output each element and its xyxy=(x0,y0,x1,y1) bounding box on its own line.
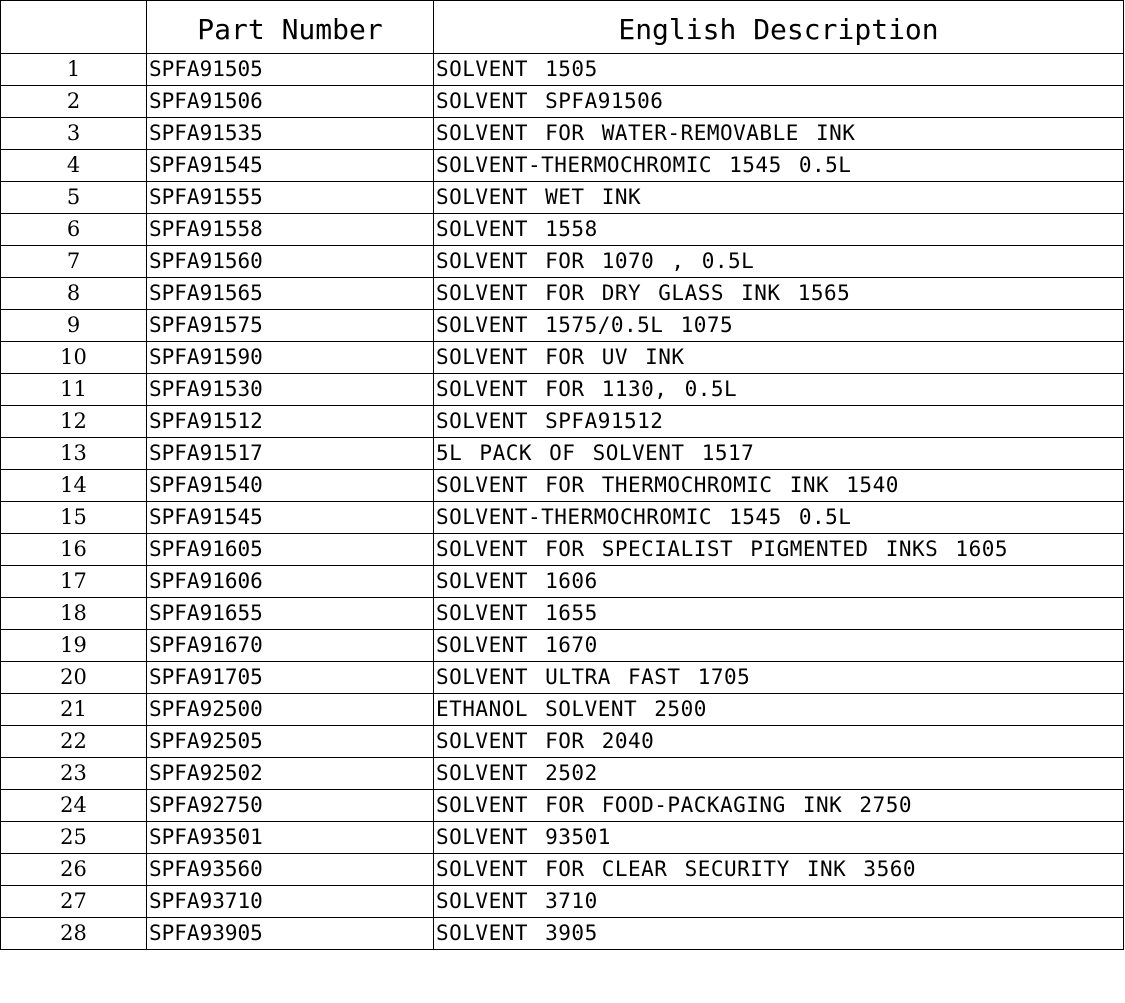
table-row xyxy=(1,214,1124,246)
part-number-cell: SPFA93905 xyxy=(147,918,434,950)
table-row xyxy=(1,822,1124,854)
description-cell: SOLVENT SPFA91512 xyxy=(434,406,1124,438)
table-row xyxy=(1,918,1124,950)
part-number-cell: SPFA91590 xyxy=(147,342,434,374)
header-part-number: Part Number xyxy=(147,1,434,54)
part-number-cell: SPFA91505 xyxy=(147,54,434,86)
row-index: 12 xyxy=(1,406,147,438)
row-index: 13 xyxy=(1,438,147,470)
description-cell: SOLVENT 1606 xyxy=(434,566,1124,598)
row-index: 21 xyxy=(1,694,147,726)
row-index: 2 xyxy=(1,86,147,118)
table-row xyxy=(1,374,1124,406)
row-index: 1 xyxy=(1,54,147,86)
table-row xyxy=(1,150,1124,182)
description-cell: SOLVENT WET INK xyxy=(434,182,1124,214)
row-index: 28 xyxy=(1,918,147,950)
description-cell: SOLVENT ULTRA FAST 1705 xyxy=(434,662,1124,694)
table-row xyxy=(1,662,1124,694)
table-row xyxy=(1,886,1124,918)
part-number-cell: SPFA92502 xyxy=(147,758,434,790)
part-number-cell: SPFA91606 xyxy=(147,566,434,598)
table-row xyxy=(1,726,1124,758)
part-number-cell: SPFA91670 xyxy=(147,630,434,662)
part-number-cell: SPFA91512 xyxy=(147,406,434,438)
row-index: 15 xyxy=(1,502,147,534)
row-index: 7 xyxy=(1,246,147,278)
row-index: 25 xyxy=(1,822,147,854)
header-row xyxy=(1,1,1124,54)
part-number-cell: SPFA91506 xyxy=(147,86,434,118)
part-number-cell: SPFA91530 xyxy=(147,374,434,406)
table-row xyxy=(1,534,1124,566)
row-index: 22 xyxy=(1,726,147,758)
part-number-cell: SPFA91545 xyxy=(147,502,434,534)
table-row xyxy=(1,502,1124,534)
description-cell: SOLVENT FOR FOOD-PACKAGING INK 2750 xyxy=(434,790,1124,822)
part-number-cell: SPFA91555 xyxy=(147,182,434,214)
table-row xyxy=(1,438,1124,470)
row-index: 3 xyxy=(1,118,147,150)
part-number-cell: SPFA91535 xyxy=(147,118,434,150)
row-index: 23 xyxy=(1,758,147,790)
row-index: 10 xyxy=(1,342,147,374)
header-english-description: English Description xyxy=(434,1,1124,54)
row-index: 4 xyxy=(1,150,147,182)
table-row xyxy=(1,630,1124,662)
table-row xyxy=(1,278,1124,310)
row-index: 17 xyxy=(1,566,147,598)
description-cell: SOLVENT FOR 2040 xyxy=(434,726,1124,758)
description-cell: SOLVENT FOR UV INK xyxy=(434,342,1124,374)
row-index: 5 xyxy=(1,182,147,214)
row-index: 19 xyxy=(1,630,147,662)
description-cell: SOLVENT FOR WATER-REMOVABLE INK xyxy=(434,118,1124,150)
description-cell: SOLVENT 1655 xyxy=(434,598,1124,630)
description-cell: SOLVENT 1575/0.5L 1075 xyxy=(434,310,1124,342)
table-row xyxy=(1,758,1124,790)
description-cell: SOLVENT FOR DRY GLASS INK 1565 xyxy=(434,278,1124,310)
table-row xyxy=(1,86,1124,118)
part-number-cell: SPFA93710 xyxy=(147,886,434,918)
part-number-cell: SPFA93560 xyxy=(147,854,434,886)
part-number-cell: SPFA92505 xyxy=(147,726,434,758)
row-index: 9 xyxy=(1,310,147,342)
table-row xyxy=(1,470,1124,502)
description-cell: SOLVENT FOR THERMOCHROMIC INK 1540 xyxy=(434,470,1124,502)
part-number-cell: SPFA92500 xyxy=(147,694,434,726)
description-cell: ETHANOL SOLVENT 2500 xyxy=(434,694,1124,726)
part-number-cell: SPFA91605 xyxy=(147,534,434,566)
row-index: 6 xyxy=(1,214,147,246)
table-row xyxy=(1,310,1124,342)
part-number-cell: SPFA91705 xyxy=(147,662,434,694)
table-body xyxy=(1,54,1124,950)
row-index: 18 xyxy=(1,598,147,630)
description-cell: SOLVENT-THERMOCHROMIC 1545 0.5L xyxy=(434,502,1124,534)
part-number-cell: SPFA91575 xyxy=(147,310,434,342)
part-number-cell: SPFA91655 xyxy=(147,598,434,630)
table-header xyxy=(1,1,1124,54)
description-cell: SOLVENT 1558 xyxy=(434,214,1124,246)
table-row xyxy=(1,566,1124,598)
part-number-cell: SPFA91565 xyxy=(147,278,434,310)
row-index: 20 xyxy=(1,662,147,694)
part-number-cell: SPFA91545 xyxy=(147,150,434,182)
description-cell: SOLVENT 2502 xyxy=(434,758,1124,790)
row-index: 14 xyxy=(1,470,147,502)
row-index: 8 xyxy=(1,278,147,310)
row-index: 27 xyxy=(1,886,147,918)
row-index: 26 xyxy=(1,854,147,886)
header-index xyxy=(1,1,147,54)
part-number-cell: SPFA91540 xyxy=(147,470,434,502)
description-cell: SOLVENT FOR 1070 , 0.5L xyxy=(434,246,1124,278)
row-index: 11 xyxy=(1,374,147,406)
table-row xyxy=(1,790,1124,822)
table-row xyxy=(1,182,1124,214)
table-row xyxy=(1,598,1124,630)
part-number-cell: SPFA93501 xyxy=(147,822,434,854)
table-row xyxy=(1,342,1124,374)
part-number-cell: SPFA91558 xyxy=(147,214,434,246)
description-cell: SOLVENT 1670 xyxy=(434,630,1124,662)
description-cell: SOLVENT 1505 xyxy=(434,54,1124,86)
part-number-cell: SPFA91560 xyxy=(147,246,434,278)
description-cell: SOLVENT SPFA91506 xyxy=(434,86,1124,118)
description-cell: SOLVENT FOR 1130, 0.5L xyxy=(434,374,1124,406)
table-row xyxy=(1,854,1124,886)
description-cell: SOLVENT-THERMOCHROMIC 1545 0.5L xyxy=(434,150,1124,182)
part-number-cell: SPFA92750 xyxy=(147,790,434,822)
description-cell: SOLVENT 3905 xyxy=(434,918,1124,950)
row-index: 16 xyxy=(1,534,147,566)
table-row xyxy=(1,694,1124,726)
description-cell: SOLVENT FOR SPECIALIST PIGMENTED INKS 1605 xyxy=(434,534,1124,566)
description-cell: SOLVENT 3710 xyxy=(434,886,1124,918)
row-index: 24 xyxy=(1,790,147,822)
table-row xyxy=(1,406,1124,438)
part-number-cell: SPFA91517 xyxy=(147,438,434,470)
table-row xyxy=(1,54,1124,86)
table-row xyxy=(1,246,1124,278)
description-cell: 5L PACK OF SOLVENT 1517 xyxy=(434,438,1124,470)
description-cell: SOLVENT FOR CLEAR SECURITY INK 3560 xyxy=(434,854,1124,886)
table-row xyxy=(1,118,1124,150)
description-cell: SOLVENT 93501 xyxy=(434,822,1124,854)
